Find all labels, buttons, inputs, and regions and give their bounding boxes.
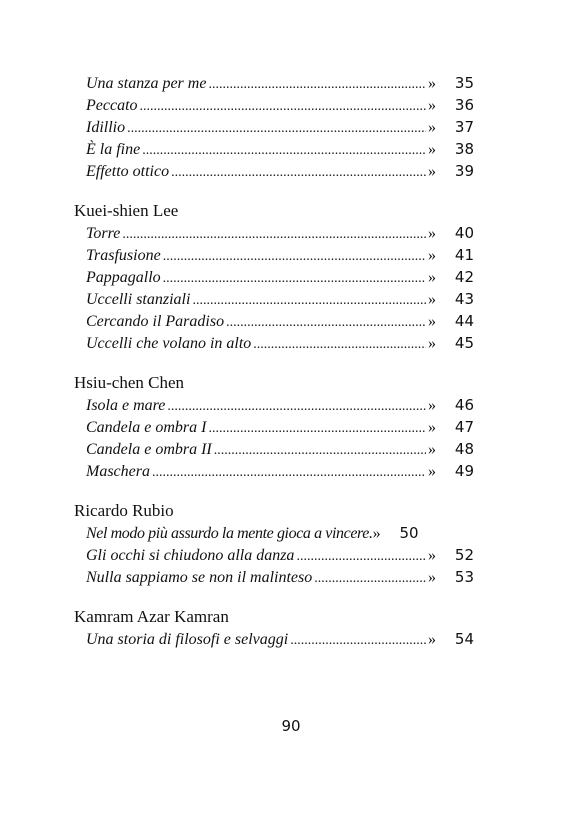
toc-group-continued [74, 72, 474, 182]
dot-leader [314, 568, 426, 590]
entry-page: 49 [454, 462, 474, 480]
entry-page: 54 [454, 630, 474, 648]
author-name: Hsiu-chen Chen [74, 373, 185, 392]
toc-section-hsiu-chen-chen [74, 372, 474, 482]
guillemet: » [428, 97, 436, 114]
dot-leader [296, 546, 426, 568]
guillemet: » [428, 631, 436, 648]
dot-leader [253, 334, 426, 356]
guillemet: » [428, 163, 436, 180]
toc-entry [74, 460, 474, 482]
dot-leader [163, 246, 426, 268]
entry-page: 52 [454, 546, 474, 564]
entry-page: 43 [454, 290, 474, 308]
entry-title: È la fine [86, 141, 141, 158]
toc-entry [74, 138, 474, 160]
entry-page: 36 [454, 96, 474, 114]
dot-leader [226, 312, 426, 334]
entry-page: 42 [454, 268, 474, 286]
toc-entry [74, 116, 474, 138]
toc-entry [74, 72, 474, 94]
toc-section-kuei-shien-lee [74, 200, 474, 354]
entry-title: Nel modo più assurdo la mente gioca a vincere. [86, 525, 373, 542]
entry-page: 37 [454, 118, 474, 136]
guillemet: » [428, 269, 436, 286]
dot-leader [140, 96, 426, 118]
entry-title: Effetto ottico [86, 163, 170, 180]
entry-title: Uccelli che volano in alto [86, 335, 252, 352]
dot-leader [152, 462, 426, 484]
entry-title: Cercando il Paradiso [86, 313, 225, 330]
entry-page: 53 [454, 568, 474, 586]
entry-title: Trasfusione [86, 247, 161, 264]
toc-section-kamram-azar-kamran [74, 606, 474, 650]
dot-leader [127, 118, 426, 140]
entry-page: 41 [454, 246, 474, 264]
toc-entry [74, 332, 474, 354]
toc-entry [74, 566, 474, 588]
toc-entry [74, 244, 474, 266]
guillemet: » [428, 547, 436, 564]
dot-leader [122, 224, 426, 246]
entry-page: 38 [454, 140, 474, 158]
entry-title: Uccelli stanziali [86, 291, 191, 308]
toc-entry [74, 438, 474, 460]
toc-entry [74, 160, 474, 182]
toc-entry [74, 288, 474, 310]
guillemet: » [428, 119, 436, 136]
table-of-contents [74, 72, 474, 650]
entry-page: 50 [399, 524, 419, 542]
dot-leader [171, 162, 426, 184]
entry-title: Peccato [86, 97, 138, 114]
dot-leader [142, 140, 426, 162]
entry-page: 35 [454, 74, 474, 92]
guillemet: » [428, 75, 436, 92]
guillemet: » [428, 291, 436, 308]
guillemet: » [428, 397, 436, 414]
guillemet: » [428, 419, 436, 436]
guillemet: » [372, 525, 381, 542]
entry-title: Gli occhi si chiudono alla danza [86, 547, 295, 564]
entry-title: Candela e ombra I [86, 419, 207, 436]
entry-title: Candela e ombra II [86, 441, 212, 458]
toc-entry [74, 394, 474, 416]
entry-page: 46 [454, 396, 474, 414]
entry-page: 44 [454, 312, 474, 330]
dot-leader [192, 290, 426, 312]
dot-leader [163, 268, 426, 290]
toc-entry [74, 544, 474, 566]
guillemet: » [428, 463, 436, 480]
toc-entry [74, 416, 474, 438]
entry-page: 47 [454, 418, 474, 436]
entry-title: Isola e mare [86, 397, 166, 414]
dot-leader [208, 74, 426, 96]
toc-entry [74, 94, 474, 116]
toc-section-ricardo-rubio [74, 500, 474, 588]
guillemet: » [428, 569, 436, 586]
entry-page: 40 [454, 224, 474, 242]
guillemet: » [428, 313, 436, 330]
dot-leader [167, 396, 426, 418]
page-number: 90 [281, 717, 301, 735]
toc-entry [74, 628, 474, 650]
guillemet: » [428, 225, 436, 242]
entry-title: Nulla sappiamo se non il malinteso [86, 569, 313, 586]
toc-entry [74, 222, 474, 244]
toc-entry [74, 522, 474, 544]
dot-leader [290, 630, 426, 652]
dot-leader [208, 418, 426, 440]
entry-title: Una stanza per me [86, 75, 207, 92]
entry-title: Maschera [86, 463, 150, 480]
entry-title: Idillio [86, 119, 126, 136]
toc-entry [74, 310, 474, 332]
guillemet: » [428, 247, 436, 264]
entry-title: Torre [86, 225, 121, 242]
toc-entry [74, 266, 474, 288]
entry-page: 45 [454, 334, 474, 352]
entry-title: Pappagallo [86, 269, 161, 286]
guillemet: » [428, 141, 436, 158]
author-name: Kamram Azar Kamran [74, 607, 229, 626]
author-name: Kuei-shien Lee [74, 201, 179, 220]
guillemet: » [428, 335, 436, 352]
dot-leader [214, 440, 426, 462]
entry-title: Una storia di filosofi e selvaggi [86, 631, 289, 648]
entry-page: 48 [454, 440, 474, 458]
guillemet: » [428, 441, 436, 458]
entry-page: 39 [454, 162, 474, 180]
author-name: Ricardo Rubio [74, 501, 174, 520]
